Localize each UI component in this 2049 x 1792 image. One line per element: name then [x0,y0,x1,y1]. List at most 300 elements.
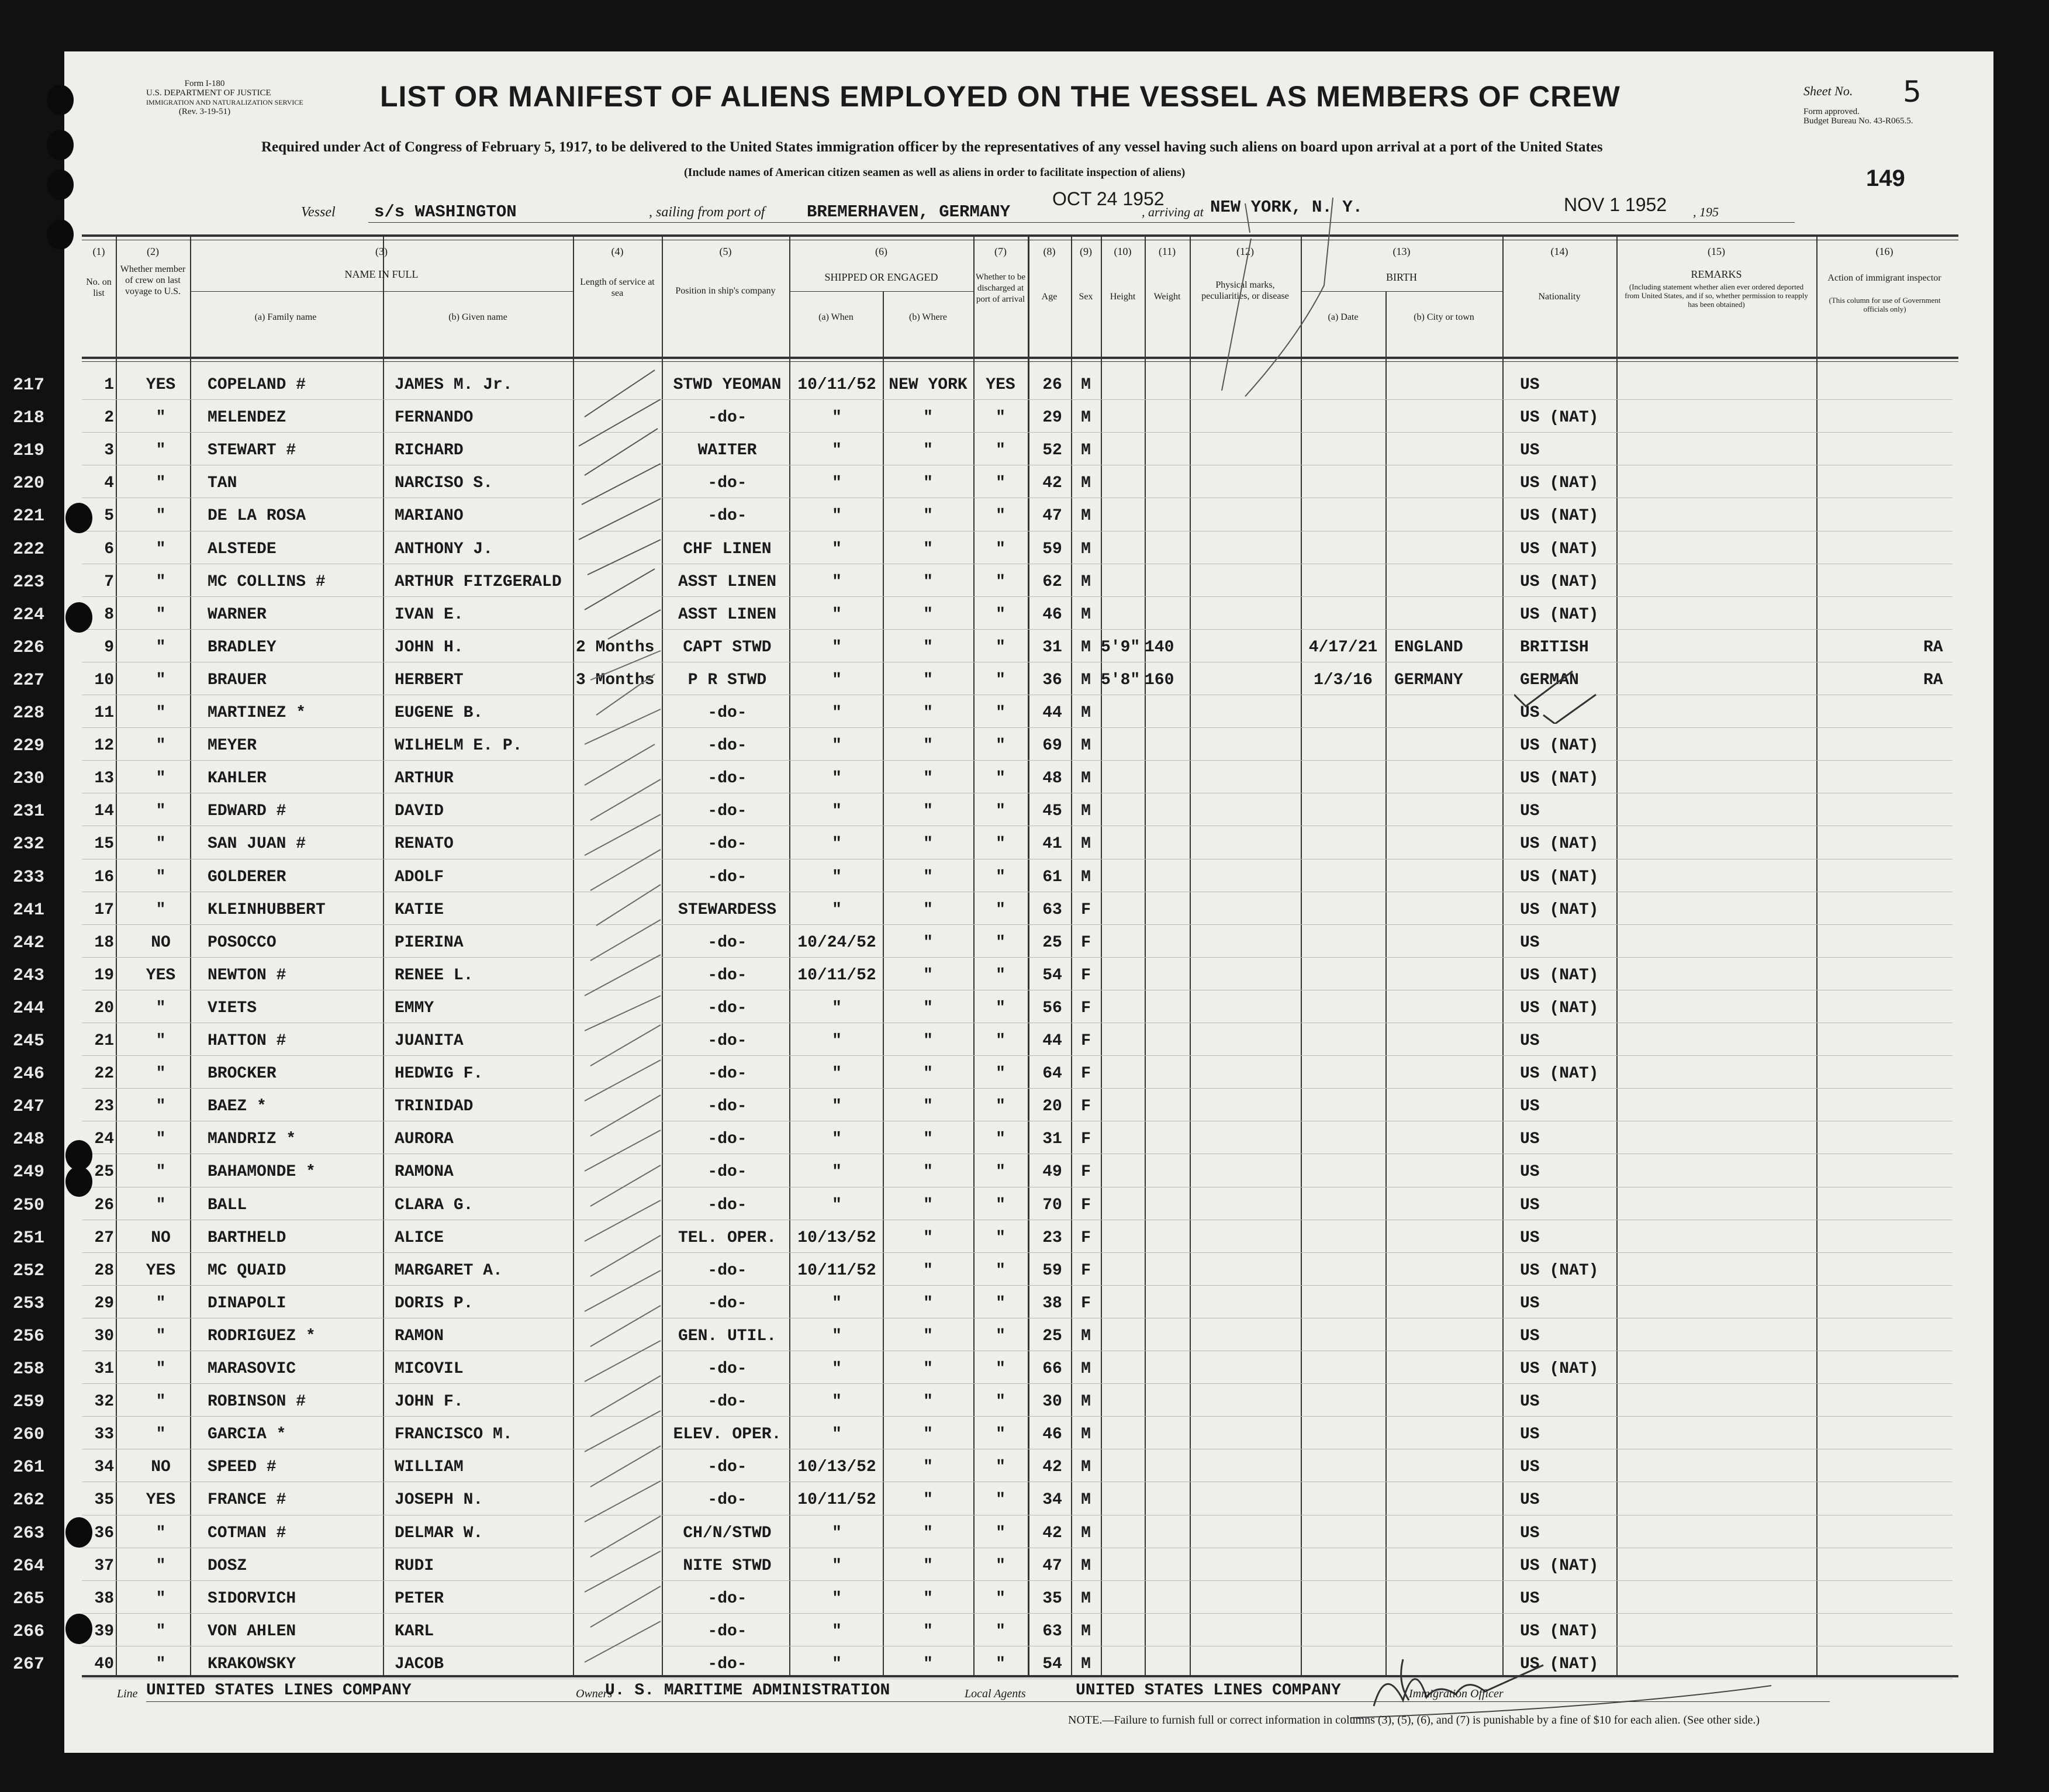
ref-number: 224 [13,605,45,625]
age: 48 [1042,769,1062,788]
position: -do- [707,737,747,755]
family-name: MANDRIZ * [208,1130,296,1149]
sex: M [1081,474,1091,493]
pencil-marks-physical [1210,198,1350,420]
sex: F [1081,999,1091,1017]
discharged: " [996,1327,1006,1345]
position: -do- [707,933,747,952]
age: 66 [1042,1360,1062,1378]
col-num-4: (4) [611,246,624,257]
last-voyage: " [156,1327,166,1345]
family-name: BROCKER [208,1065,277,1083]
list-number: 16 [94,868,114,886]
ref-number: 260 [13,1425,45,1445]
discharged: " [996,769,1006,788]
shipped-when: " [832,507,842,526]
ref-number: 247 [13,1097,45,1117]
age: 47 [1042,1556,1062,1575]
sex: M [1081,769,1091,788]
discharged: " [996,1294,1006,1313]
given-name: ALICE [395,1228,444,1247]
shipped-when: 10/11/52 [797,376,876,394]
agents-label: Local Agents [965,1687,1026,1700]
nationality: US (NAT) [1520,999,1599,1017]
position: -do- [707,1130,747,1149]
age: 38 [1042,1294,1062,1313]
last-voyage: " [156,1360,166,1378]
shipped-when: " [832,409,842,427]
nationality: US (NAT) [1520,1622,1599,1641]
nationality: US [1520,1458,1540,1477]
nationality: US (NAT) [1520,605,1599,624]
last-voyage: " [156,1196,166,1214]
given-name: TRINIDAD [395,1097,474,1116]
shipped-where: " [923,1327,933,1345]
shipped-where: " [923,1261,933,1280]
shipped-when: " [832,1163,842,1182]
age: 41 [1042,835,1062,854]
col-head-sex: Sex [1079,292,1093,302]
nationality: US (NAT) [1520,1360,1599,1378]
given-name: PIERINA [395,933,464,952]
officer-label: Immigration Officer [1409,1687,1504,1700]
punch-hole [65,602,92,633]
discharged: " [996,704,1006,722]
list-number: 10 [94,671,114,689]
last-voyage: " [156,1393,166,1411]
sex: M [1081,704,1091,722]
sex: M [1081,376,1091,394]
shipped-where: " [923,704,933,722]
sex: F [1081,1097,1091,1116]
position: GEN. UTIL. [678,1327,777,1345]
discharged: " [996,802,1006,821]
age: 59 [1042,1261,1062,1280]
family-name: GOLDERER [208,868,286,886]
service-length: 3 Months [576,671,655,689]
position: -do- [707,1360,747,1378]
shipped-where: " [923,802,933,821]
age: 56 [1042,999,1062,1017]
given-name: RENEE L. [395,966,474,985]
ref-number: 230 [13,769,45,789]
subnote: (Include names of American citizen seamen as well as aliens in order to facilitate inspection of aliens) [684,166,1186,179]
family-name: SAN JUAN # [208,835,306,854]
family-name: TAN [208,474,237,493]
discharged: " [996,1163,1006,1182]
list-number: 23 [94,1097,114,1116]
sex: M [1081,507,1091,526]
shipped-when: 10/11/52 [797,1261,876,1280]
sheet-number: 5 [1903,75,1922,109]
shipped-when: " [832,441,842,460]
row-rule [82,1055,1953,1056]
given-name: JAMES M. Jr. [395,376,513,394]
shipped-where: " [923,671,933,689]
family-name: BARTHELD [208,1228,286,1247]
col-head-birth: BIRTH [1386,271,1417,283]
position: -do- [707,1196,747,1214]
nationality: US (NAT) [1520,1261,1599,1280]
punch-hole [65,1614,92,1644]
shipped-where: " [923,933,933,952]
nationality: US [1520,1589,1540,1608]
ref-number: 266 [13,1621,45,1642]
sub-head-line [789,291,973,292]
height: 5'9" [1101,638,1141,657]
shipped-when: " [832,900,842,919]
discharged: " [996,1393,1006,1411]
col-head-family: (a) Family name [254,312,317,322]
discharged: " [996,1458,1006,1477]
last-voyage: " [156,638,166,657]
given-name: HEDWIG F. [395,1065,483,1083]
vessel-label: Vessel [301,205,336,220]
shipped-where: " [923,999,933,1017]
discharged: " [996,966,1006,985]
age: 25 [1042,933,1062,952]
ref-number: 242 [13,933,45,953]
weight: 140 [1145,638,1174,657]
col-num-14: (14) [1550,246,1568,257]
last-voyage: " [156,605,166,624]
last-voyage: " [156,1425,166,1444]
given-name: RAMON [395,1327,444,1345]
family-name: WARNER [208,605,267,624]
family-name: MELENDEZ [208,409,286,427]
shipped-where: " [923,1163,933,1182]
position: -do- [707,1458,747,1477]
nationality: US [1520,802,1540,821]
departure-port: BREMERHAVEN, GERMANY [807,202,1011,222]
age: 54 [1042,1655,1062,1673]
age: 23 [1042,1228,1062,1247]
list-number: 27 [94,1228,114,1247]
last-voyage: " [156,540,166,558]
row-rule [82,727,1953,728]
ref-number: 217 [13,375,45,395]
discharged: YES [986,376,1015,394]
col-head-position: Position in ship's company [675,286,776,296]
row-rule [82,924,1953,925]
last-voyage: " [156,474,166,493]
age: 47 [1042,507,1062,526]
discharged: " [996,474,1006,493]
shipped-where: " [923,638,933,657]
sex: F [1081,1065,1091,1083]
shipped-where: " [923,737,933,755]
last-voyage: " [156,1130,166,1149]
family-name: MEYER [208,737,257,755]
punch-hole [47,85,74,115]
page-title: LIST OR MANIFEST OF ALIENS EMPLOYED ON THE VESSEL AS MEMBERS OF CREW [380,80,1620,113]
family-name: DE LA ROSA [208,507,306,526]
nationality: US (NAT) [1520,835,1599,854]
position: ASST LINEN [678,572,777,591]
ref-number: 222 [13,539,45,560]
shipped-where: " [923,1228,933,1247]
discharged: " [996,1097,1006,1116]
shipped-where: " [923,1655,933,1673]
sex: M [1081,1491,1091,1510]
ref-number: 232 [13,834,45,855]
col-head-nationality: Nationality [1538,292,1581,302]
shipped-when: " [832,474,842,493]
nationality: US (NAT) [1520,1065,1599,1083]
family-name: FRANCE # [208,1491,286,1510]
position: -do- [707,835,747,854]
family-name: COTMAN # [208,1524,286,1542]
last-voyage: " [156,769,166,788]
ref-number: 250 [13,1195,45,1216]
given-name: DAVID [395,802,444,821]
check-marks-nationality [1514,660,1602,724]
sex: M [1081,1393,1091,1411]
sex: M [1081,638,1091,657]
punch-hole [47,219,74,250]
nationality: US [1520,933,1540,952]
age: 49 [1042,1163,1062,1182]
shipped-when: " [832,802,842,821]
nationality: US [1520,1524,1540,1542]
given-name: ANTHONY J. [395,540,493,558]
list-number: 17 [94,900,114,919]
given-name: JOSEPH N. [395,1491,483,1510]
shipped-when: " [832,1425,842,1444]
ref-number: 221 [13,506,45,527]
shipped-where: " [923,1393,933,1411]
col-line [1385,291,1387,1676]
family-name: MC COLLINS # [208,572,326,591]
last-voyage: NO [151,1228,171,1247]
col-head-birth-city: (b) City or town [1414,312,1474,322]
position: WAITER [697,441,757,460]
age: 44 [1042,704,1062,722]
list-number: 11 [94,704,114,722]
footer-underline [146,1701,1830,1702]
nationality: BRITISH [1520,638,1589,657]
nationality: US [1520,1294,1540,1313]
page-number: 149 [1866,165,1905,191]
discharged: " [996,933,1006,952]
col-head-crew: Whether member of crew on last voyage to U.S. [120,264,186,296]
position: -do- [707,999,747,1017]
form-approved [1803,107,1913,126]
family-name: SPEED # [208,1458,277,1477]
revision: (Rev. 3-19-51) [178,107,231,116]
sex: M [1081,1524,1091,1542]
position: CAPT STWD [683,638,772,657]
discharged: " [996,638,1006,657]
col-head-remarks-note: (Including statement whether alien ever ordered deported from United States, and if so, whether permission to reapply has been obtained) [1625,282,1808,309]
shipped-when: " [832,572,842,591]
col-head-when: (a) When [818,312,854,322]
ref-number: 262 [13,1490,45,1511]
age: 69 [1042,737,1062,755]
position: -do- [707,1261,747,1280]
given-name: PETER [395,1589,444,1608]
col-num-2: (2) [147,246,159,257]
service-length: 2 Months [576,638,655,657]
col-num-12: (12) [1236,246,1254,257]
sex: M [1081,1556,1091,1575]
age: 29 [1042,409,1062,427]
shipped-when: " [832,671,842,689]
list-number: 22 [94,1065,114,1083]
vessel-underline [368,222,1795,223]
header-bottom-border [82,357,1958,359]
form-number: Form I-180 [184,79,225,88]
pencil-ticks [573,364,672,1680]
position: ELEV. OPER. [673,1425,782,1444]
nationality: US [1520,1228,1540,1247]
age: 46 [1042,605,1062,624]
last-voyage: " [156,671,166,689]
discharged: " [996,999,1006,1017]
list-number: 15 [94,835,114,854]
family-name: NEWTON # [208,966,286,985]
list-number: 19 [94,966,114,985]
position: -do- [707,1097,747,1116]
arriving-label: , arriving at [1142,205,1204,219]
birth-date: 1/3/16 [1314,671,1373,689]
list-number: 26 [94,1196,114,1214]
sex: M [1081,605,1091,624]
age: 46 [1042,1425,1062,1444]
position: -do- [707,507,747,526]
last-voyage: " [156,1294,166,1313]
age: 42 [1042,1524,1062,1542]
row-rule [82,629,1953,630]
list-number: 34 [94,1458,114,1477]
list-number: 21 [94,1032,114,1050]
shipped-where: " [923,1524,933,1542]
discharged: " [996,900,1006,919]
shipped-when: " [832,1196,842,1214]
sex: M [1081,1360,1091,1378]
given-name: MARGARET A. [395,1261,503,1280]
family-name: STEWART # [208,441,296,460]
shipped-where: " [923,441,933,460]
arrival-port: NEW YORK, N. Y. [1210,198,1363,217]
sex: M [1081,1622,1091,1641]
nationality: GERMAN [1520,671,1579,689]
given-name: JACOB [395,1655,444,1673]
ref-number: 245 [13,1031,45,1051]
ref-number: 228 [13,703,45,723]
ref-number: 264 [13,1556,45,1576]
age: 61 [1042,868,1062,886]
list-number: 1 [104,376,114,394]
shipped-where: " [923,966,933,985]
family-name: BALL [208,1196,247,1214]
list-number: 4 [104,474,114,493]
nationality: US [1520,1393,1540,1411]
list-number: 31 [94,1360,114,1378]
service-name: IMMIGRATION AND NATURALIZATION SERVICE [146,98,303,106]
given-name: EMMY [395,999,434,1017]
sex: M [1081,572,1091,591]
given-name: RUDI [395,1556,434,1575]
ref-number: 223 [13,572,45,592]
department: U.S. DEPARTMENT OF JUSTICE [146,88,271,98]
discharged: " [996,605,1006,624]
discharged: " [996,1196,1006,1214]
age: 59 [1042,540,1062,558]
col-head-shipped: SHIPPED OR ENGAGED [824,271,938,283]
last-voyage: " [156,1524,166,1542]
shipped-where: " [923,409,933,427]
shipped-when: 10/13/52 [797,1228,876,1247]
last-voyage: " [156,572,166,591]
list-number: 39 [94,1622,114,1641]
last-voyage: YES [146,1491,176,1510]
position: STWD YEOMAN [673,376,782,394]
last-voyage: " [156,737,166,755]
sex: M [1081,868,1091,886]
list-number: 35 [94,1491,114,1510]
last-voyage: " [156,441,166,460]
age: 42 [1042,1458,1062,1477]
line-label: Line [117,1687,138,1700]
age: 30 [1042,1393,1062,1411]
col-num-11: (11) [1158,246,1176,257]
shipped-when: " [832,1294,842,1313]
position: CHF LINEN [683,540,772,558]
given-name: FERNANDO [395,409,474,427]
last-voyage: " [156,868,166,886]
shipped-when: " [832,1556,842,1575]
shipped-where: " [923,1065,933,1083]
shipped-when: " [832,704,842,722]
nationality: US (NAT) [1520,868,1599,886]
list-number: 38 [94,1589,114,1608]
sex: M [1081,441,1091,460]
last-voyage: " [156,409,166,427]
sex: F [1081,1163,1091,1182]
position: CH/N/STWD [683,1524,772,1542]
given-name: KATIE [395,900,444,919]
family-name: VIETS [208,999,257,1017]
last-voyage: " [156,1163,166,1182]
discharged: " [996,1228,1006,1247]
nationality: US (NAT) [1520,572,1599,591]
weight: 160 [1145,671,1174,689]
row-rule [82,1613,1953,1614]
family-name: MC QUAID [208,1261,286,1280]
shipped-when: 10/11/52 [797,966,876,985]
nationality: US [1520,1196,1540,1214]
shipped-when: " [832,835,842,854]
sheet-label: Sheet No. [1803,84,1853,98]
age: 20 [1042,1097,1062,1116]
shipped-where: " [923,507,933,526]
col-num-3: (3) [375,246,388,257]
family-name: ROBINSON # [208,1393,306,1411]
given-name: FRANCISCO M. [395,1425,513,1444]
ref-number: 233 [13,867,45,888]
shipped-where: " [923,1196,933,1214]
last-voyage: " [156,835,166,854]
nationality: US (NAT) [1520,1556,1599,1575]
given-name: WILHELM E. P. [395,737,523,755]
nationality: US [1520,441,1540,460]
row-rule [82,596,1953,597]
shipped-when: " [832,605,842,624]
ref-number: 249 [13,1162,45,1183]
form-id-block [146,79,303,116]
col-head-no: No. on list [86,277,112,298]
